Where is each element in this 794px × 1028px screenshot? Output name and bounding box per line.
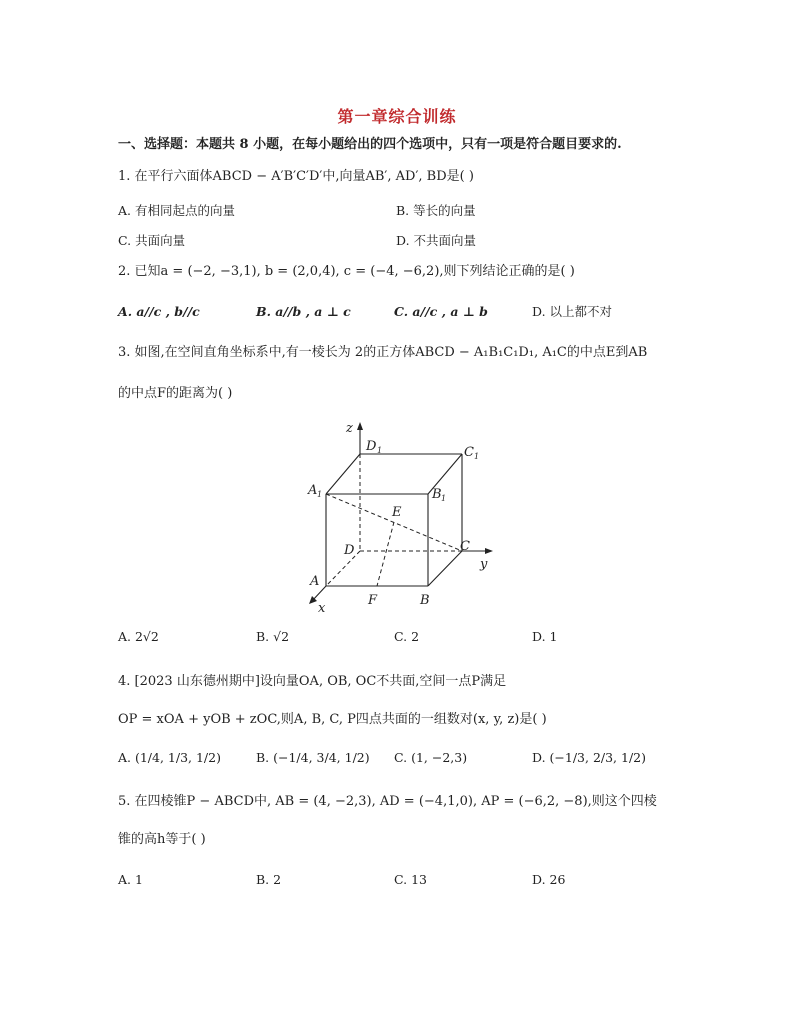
sub-d1: 1 <box>377 446 383 455</box>
q4-option-b: B. (−1/4, 3/4, 1/2) <box>256 750 370 765</box>
vertex-d: D <box>344 543 355 558</box>
vertex-a: A <box>310 574 320 589</box>
q3-option-d: D. 1 <box>532 629 558 644</box>
question-4-stem-line2: OP = xOA + yOB + zOC,则A, B, C, P四点共面的一组数对(x, y, z)是( ) <box>118 712 547 727</box>
cube-figure <box>300 418 500 618</box>
sub-a1: 1 <box>317 490 323 499</box>
vertex-c: C <box>460 539 470 554</box>
vertex-a1: A <box>308 483 318 498</box>
q4-option-a: A. (1/4, 1/3, 1/2) <box>118 750 221 765</box>
q1-option-c: C. 共面向量 <box>118 233 186 248</box>
q5-option-d: D. 26 <box>532 872 566 887</box>
vertex-d1: D <box>366 439 377 454</box>
q2-option-d: D. 以上都不对 <box>532 304 613 319</box>
q1-option-a: A. 有相同起点的向量 <box>118 203 235 218</box>
page-title: 第一章综合训练 <box>337 107 457 126</box>
q4-option-d: D. (−1/3, 2/3, 1/2) <box>532 750 646 765</box>
vertex-b1: B <box>432 487 442 502</box>
q3-option-b: B. √2 <box>256 629 290 644</box>
vertex-b: B <box>420 593 430 608</box>
question-5-stem-line1: 5. 在四棱锥P − ABCD中, AB = (4, −2,3), AD = (−4,1,0), AP = (−6,2, −8),则这个四棱 <box>118 794 657 809</box>
axis-label-x: x <box>318 601 326 616</box>
question-1-stem: 1. 在平行六面体ABCD − A′B′C′D′中,向量AB′, AD′, BD是( ) <box>118 169 474 184</box>
q3-option-a: A. 2√2 <box>118 629 159 644</box>
q5-option-b: B. 2 <box>256 872 282 887</box>
question-5-stem-line2: 锥的高h等于( ) <box>118 832 206 847</box>
sub-b1: 1 <box>441 494 447 503</box>
point-e: E <box>392 505 402 520</box>
question-3-stem-line1: 3. 如图,在空间直角坐标系中,有一棱长为 2的正方体ABCD − A₁B₁C₁D₁, A₁C的中点E到AB <box>118 345 648 360</box>
question-4-stem-line1: 4. [2023 山东德州期中]设向量OA, OB, OC不共面,空间一点P满足 <box>118 674 507 689</box>
q2-option-a: A. a//c , b//c <box>118 304 200 319</box>
question-3-stem-line2: 的中点F的距离为( ) <box>118 386 233 401</box>
axis-label-z: z <box>346 421 353 436</box>
q2-option-c: C. a//c , a ⊥ b <box>394 304 488 319</box>
q1-option-d: D. 不共面向量 <box>396 233 477 248</box>
question-2-stem: 2. 已知a = (−2, −3,1), b = (2,0,4), c = (−4, −6,2),则下列结论正确的是( ) <box>118 264 575 279</box>
axis-label-y: y <box>480 557 488 572</box>
q1-option-b: B. 等长的向量 <box>396 203 476 218</box>
q5-option-c: C. 13 <box>394 872 427 887</box>
q5-option-a: A. 1 <box>118 872 143 887</box>
q2-option-b: B. a//b , a ⊥ c <box>256 304 351 319</box>
point-f: F <box>368 593 378 608</box>
q3-option-c: C. 2 <box>394 629 420 644</box>
vertex-c1: C <box>464 445 474 460</box>
sub-c1: 1 <box>474 452 480 461</box>
q4-option-c: C. (1, −2,3) <box>394 750 468 765</box>
section-heading: 一、选择题：本题共 8 小题，在每小题给出的四个选项中，只有一项是符合题目要求的. <box>118 137 622 152</box>
